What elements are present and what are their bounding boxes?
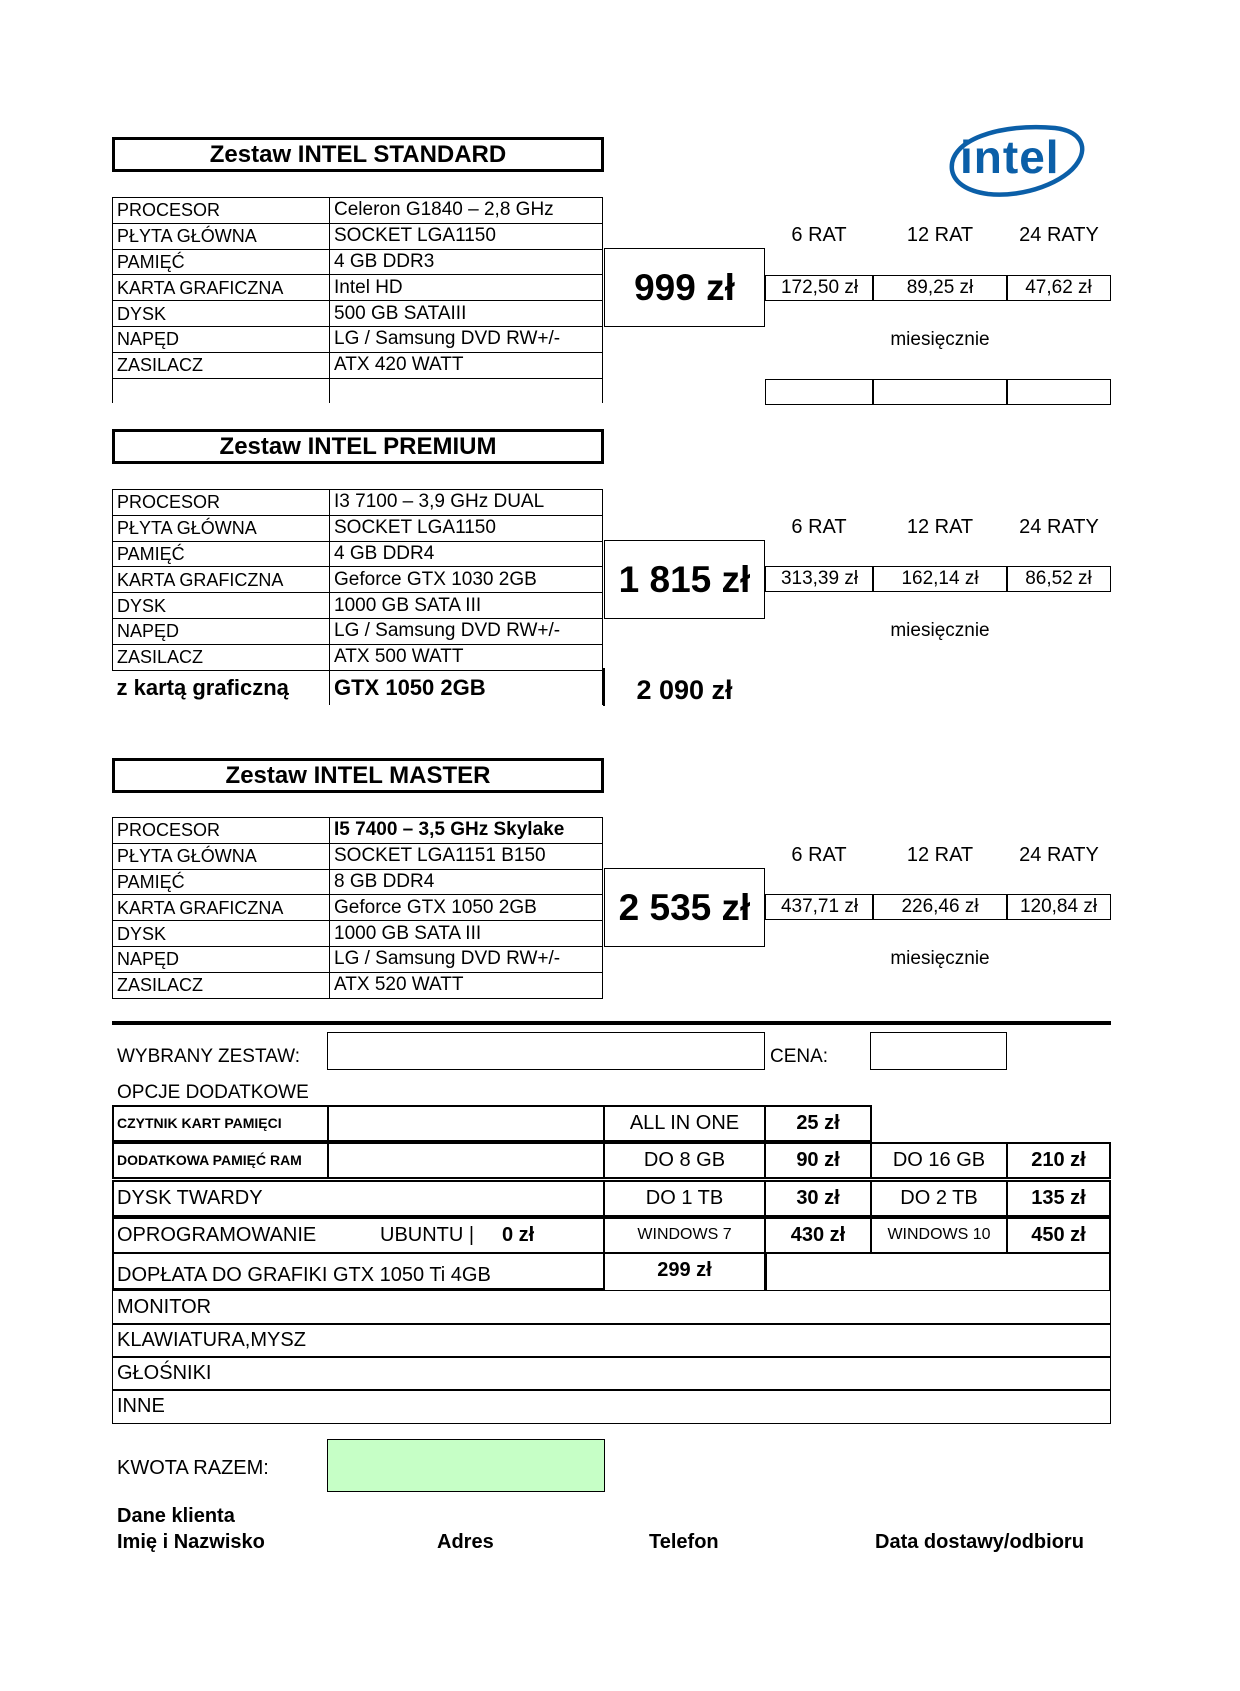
spec-label: PROCESOR bbox=[113, 818, 330, 844]
intel-logo-text: intel bbox=[960, 131, 1060, 183]
monthly-label: miesięcznie bbox=[890, 620, 990, 641]
rat-value-24: 47,62 zł bbox=[1006, 275, 1111, 301]
disk-price-1tb: 30 zł bbox=[764, 1180, 872, 1217]
spec-value: 500 GB SATAIII bbox=[330, 301, 603, 327]
price-standard: 999 zł bbox=[604, 248, 765, 327]
set-title-premium: Zestaw INTEL PREMIUM bbox=[112, 429, 604, 464]
selected-set-field[interactable] bbox=[327, 1032, 765, 1070]
extra-other[interactable]: INNE bbox=[112, 1389, 1111, 1424]
client-title: Dane klienta bbox=[117, 1505, 235, 1527]
spec-value: 1000 GB SATA III bbox=[330, 593, 603, 619]
spec-label: NAPĘD bbox=[113, 326, 330, 352]
disk-label: DYSK TWARDY bbox=[112, 1180, 605, 1217]
spec-label: PROCESOR bbox=[113, 198, 330, 224]
ram-price-8gb: 90 zł bbox=[764, 1142, 872, 1179]
intel-logo bbox=[940, 118, 1090, 203]
card-reader-label: CZYTNIK KART PAMIĘCI bbox=[112, 1105, 329, 1142]
spec-value: 1000 GB SATA III bbox=[330, 921, 603, 947]
rat-value-24: 120,84 zł bbox=[1006, 894, 1111, 920]
spec-label: PŁYTA GŁÓWNA bbox=[113, 843, 330, 869]
spec-label: PAMIĘĆ bbox=[113, 249, 330, 275]
spec-table-premium bbox=[112, 489, 603, 705]
rat-header-12: 12 RAT bbox=[906, 224, 974, 246]
client-address-label: Adres bbox=[437, 1531, 494, 1553]
extra-monitor[interactable]: MONITOR bbox=[112, 1290, 1111, 1325]
variant-divider bbox=[603, 668, 605, 706]
spec-value: SOCKET LGA1151 B150 bbox=[330, 843, 603, 869]
total-label: KWOTA RAZEM: bbox=[117, 1457, 269, 1479]
spec-value: 8 GB DDR4 bbox=[330, 869, 603, 895]
options-title: OPCJE DODATKOWE bbox=[117, 1082, 309, 1103]
disk-option-2tb[interactable]: DO 2 TB bbox=[870, 1180, 1008, 1217]
rat-header-24: 24 RATY bbox=[1019, 516, 1099, 538]
windows7-option[interactable]: WINDOWS 7 bbox=[603, 1217, 766, 1254]
rat-header-6: 6 RAT bbox=[791, 224, 847, 246]
set-title-standard: Zestaw INTEL STANDARD bbox=[112, 137, 604, 172]
client-delivery-label: Data dostawy/odbioru bbox=[875, 1531, 1084, 1553]
spec-empty bbox=[330, 378, 603, 403]
windows7-price: 430 zł bbox=[764, 1217, 872, 1254]
spec-value: I3 7100 – 3,9 GHz DUAL bbox=[330, 490, 603, 516]
disk-option-1tb[interactable]: DO 1 TB bbox=[603, 1180, 766, 1217]
rat-header-24: 24 RATY bbox=[1019, 844, 1099, 866]
spec-value: Intel HD bbox=[330, 275, 603, 301]
spec-label: PAMIĘĆ bbox=[113, 869, 330, 895]
card-reader-option[interactable]: ALL IN ONE bbox=[603, 1105, 766, 1142]
disk-price-2tb: 135 zł bbox=[1006, 1180, 1111, 1217]
ram-label: DODATKOWA PAMIĘĆ RAM bbox=[112, 1142, 329, 1179]
rat-header-12: 12 RAT bbox=[906, 516, 974, 538]
price-label: CENA: bbox=[770, 1046, 829, 1067]
spec-value: SOCKET LGA1150 bbox=[330, 223, 603, 249]
spec-value: LG / Samsung DVD RW+/- bbox=[330, 618, 603, 644]
monthly-label: miesięcznie bbox=[890, 948, 990, 969]
rat-value-6: 313,39 zł bbox=[765, 566, 874, 592]
spec-value: Celeron G1840 – 2,8 GHz bbox=[330, 198, 603, 224]
spec-label: PŁYTA GŁÓWNA bbox=[113, 223, 330, 249]
spec-label: ZASILACZ bbox=[113, 352, 330, 378]
spec-table-standard bbox=[112, 197, 603, 403]
ram-field[interactable] bbox=[327, 1142, 605, 1179]
rat-header-6: 6 RAT bbox=[791, 844, 847, 866]
spec-value: Geforce GTX 1050 2GB bbox=[330, 895, 603, 921]
spec-value: LG / Samsung DVD RW+/- bbox=[330, 326, 603, 352]
spec-label: PROCESOR bbox=[113, 490, 330, 516]
rat-value-12: 162,14 zł bbox=[872, 566, 1008, 592]
gpu-upgrade-label: DOPŁATA DO GRAFIKI GTX 1050 Ti 4GB bbox=[112, 1253, 605, 1290]
spec-label: NAPĘD bbox=[113, 618, 330, 644]
spec-value: Geforce GTX 1030 2GB bbox=[330, 567, 603, 593]
rat-value-24: 86,52 zł bbox=[1006, 566, 1111, 592]
ubuntu-price: 0 zł bbox=[502, 1224, 535, 1246]
rat-empty-6 bbox=[765, 379, 874, 405]
extra-speakers[interactable]: GŁOŚNIKI bbox=[112, 1356, 1111, 1391]
spec-label: KARTA GRAFICZNA bbox=[113, 275, 330, 301]
rat-header-12: 12 RAT bbox=[906, 844, 974, 866]
spec-value: LG / Samsung DVD RW+/- bbox=[330, 946, 603, 972]
monthly-label: miesięcznie bbox=[890, 329, 990, 350]
spec-value: SOCKET LGA1150 bbox=[330, 515, 603, 541]
gpu-upgrade-price: 299 zł bbox=[657, 1259, 712, 1281]
price-premium: 1 815 zł bbox=[604, 540, 765, 619]
rat-value-6: 437,71 zł bbox=[765, 894, 874, 920]
spec-value: I5 7400 – 3,5 GHz Skylake bbox=[330, 818, 603, 844]
extra-keyboard-mouse[interactable]: KLAWIATURA,MYSZ bbox=[112, 1323, 1111, 1358]
spec-table-master bbox=[112, 817, 603, 999]
card-reader-field[interactable] bbox=[327, 1105, 605, 1142]
spec-value: ATX 500 WATT bbox=[330, 644, 603, 670]
spec-value: 4 GB DDR4 bbox=[330, 541, 603, 567]
software-label: OPROGRAMOWANIE bbox=[117, 1224, 317, 1246]
spec-label: KARTA GRAFICZNA bbox=[113, 895, 330, 921]
spec-label: DYSK bbox=[113, 593, 330, 619]
spec-label: ZASILACZ bbox=[113, 972, 330, 998]
ram-price-16gb: 210 zł bbox=[1006, 1142, 1111, 1179]
set-title-master: Zestaw INTEL MASTER bbox=[112, 758, 604, 793]
variant-label: z kartą graficzną bbox=[113, 670, 330, 705]
spec-label: PŁYTA GŁÓWNA bbox=[113, 515, 330, 541]
ram-option-8gb[interactable]: DO 8 GB bbox=[603, 1142, 766, 1179]
spec-value: ATX 520 WATT bbox=[330, 972, 603, 998]
spec-empty bbox=[113, 378, 330, 403]
gpu-upgrade-right-border bbox=[1109, 1253, 1111, 1291]
rat-header-24: 24 RATY bbox=[1019, 224, 1099, 246]
rat-empty-12 bbox=[872, 379, 1008, 405]
total-field[interactable] bbox=[327, 1439, 605, 1492]
client-name-label: Imię i Nazwisko bbox=[117, 1531, 265, 1553]
software-row bbox=[112, 1217, 605, 1254]
price-master: 2 535 zł bbox=[604, 868, 765, 947]
ubuntu-option[interactable]: UBUNTU | bbox=[380, 1224, 475, 1246]
rat-value-6: 172,50 zł bbox=[765, 275, 874, 301]
client-phone-label: Telefon bbox=[649, 1531, 719, 1553]
section-divider bbox=[112, 1021, 1111, 1025]
card-reader-price: 25 zł bbox=[764, 1105, 872, 1142]
ram-option-16gb[interactable]: DO 16 GB bbox=[870, 1142, 1008, 1179]
spec-label: ZASILACZ bbox=[113, 644, 330, 670]
spec-label: DYSK bbox=[113, 921, 330, 947]
spec-label: PAMIĘĆ bbox=[113, 541, 330, 567]
spec-value: 4 GB DDR3 bbox=[330, 249, 603, 275]
spec-label: DYSK bbox=[113, 301, 330, 327]
variant-value: GTX 1050 2GB bbox=[330, 670, 603, 705]
spec-label: NAPĘD bbox=[113, 946, 330, 972]
spec-value: ATX 420 WATT bbox=[330, 352, 603, 378]
rat-empty-24 bbox=[1006, 379, 1111, 405]
variant-price: 2 090 zł bbox=[636, 675, 733, 705]
windows10-price: 450 zł bbox=[1006, 1217, 1111, 1254]
selected-set-label: WYBRANY ZESTAW: bbox=[117, 1046, 300, 1067]
rat-header-6: 6 RAT bbox=[791, 516, 847, 538]
rat-value-12: 89,25 zł bbox=[872, 275, 1008, 301]
price-field[interactable] bbox=[870, 1032, 1007, 1070]
gpu-upgrade-divider bbox=[764, 1253, 767, 1291]
spec-label: KARTA GRAFICZNA bbox=[113, 567, 330, 593]
rat-value-12: 226,46 zł bbox=[872, 894, 1008, 920]
windows10-option[interactable]: WINDOWS 10 bbox=[870, 1217, 1008, 1254]
